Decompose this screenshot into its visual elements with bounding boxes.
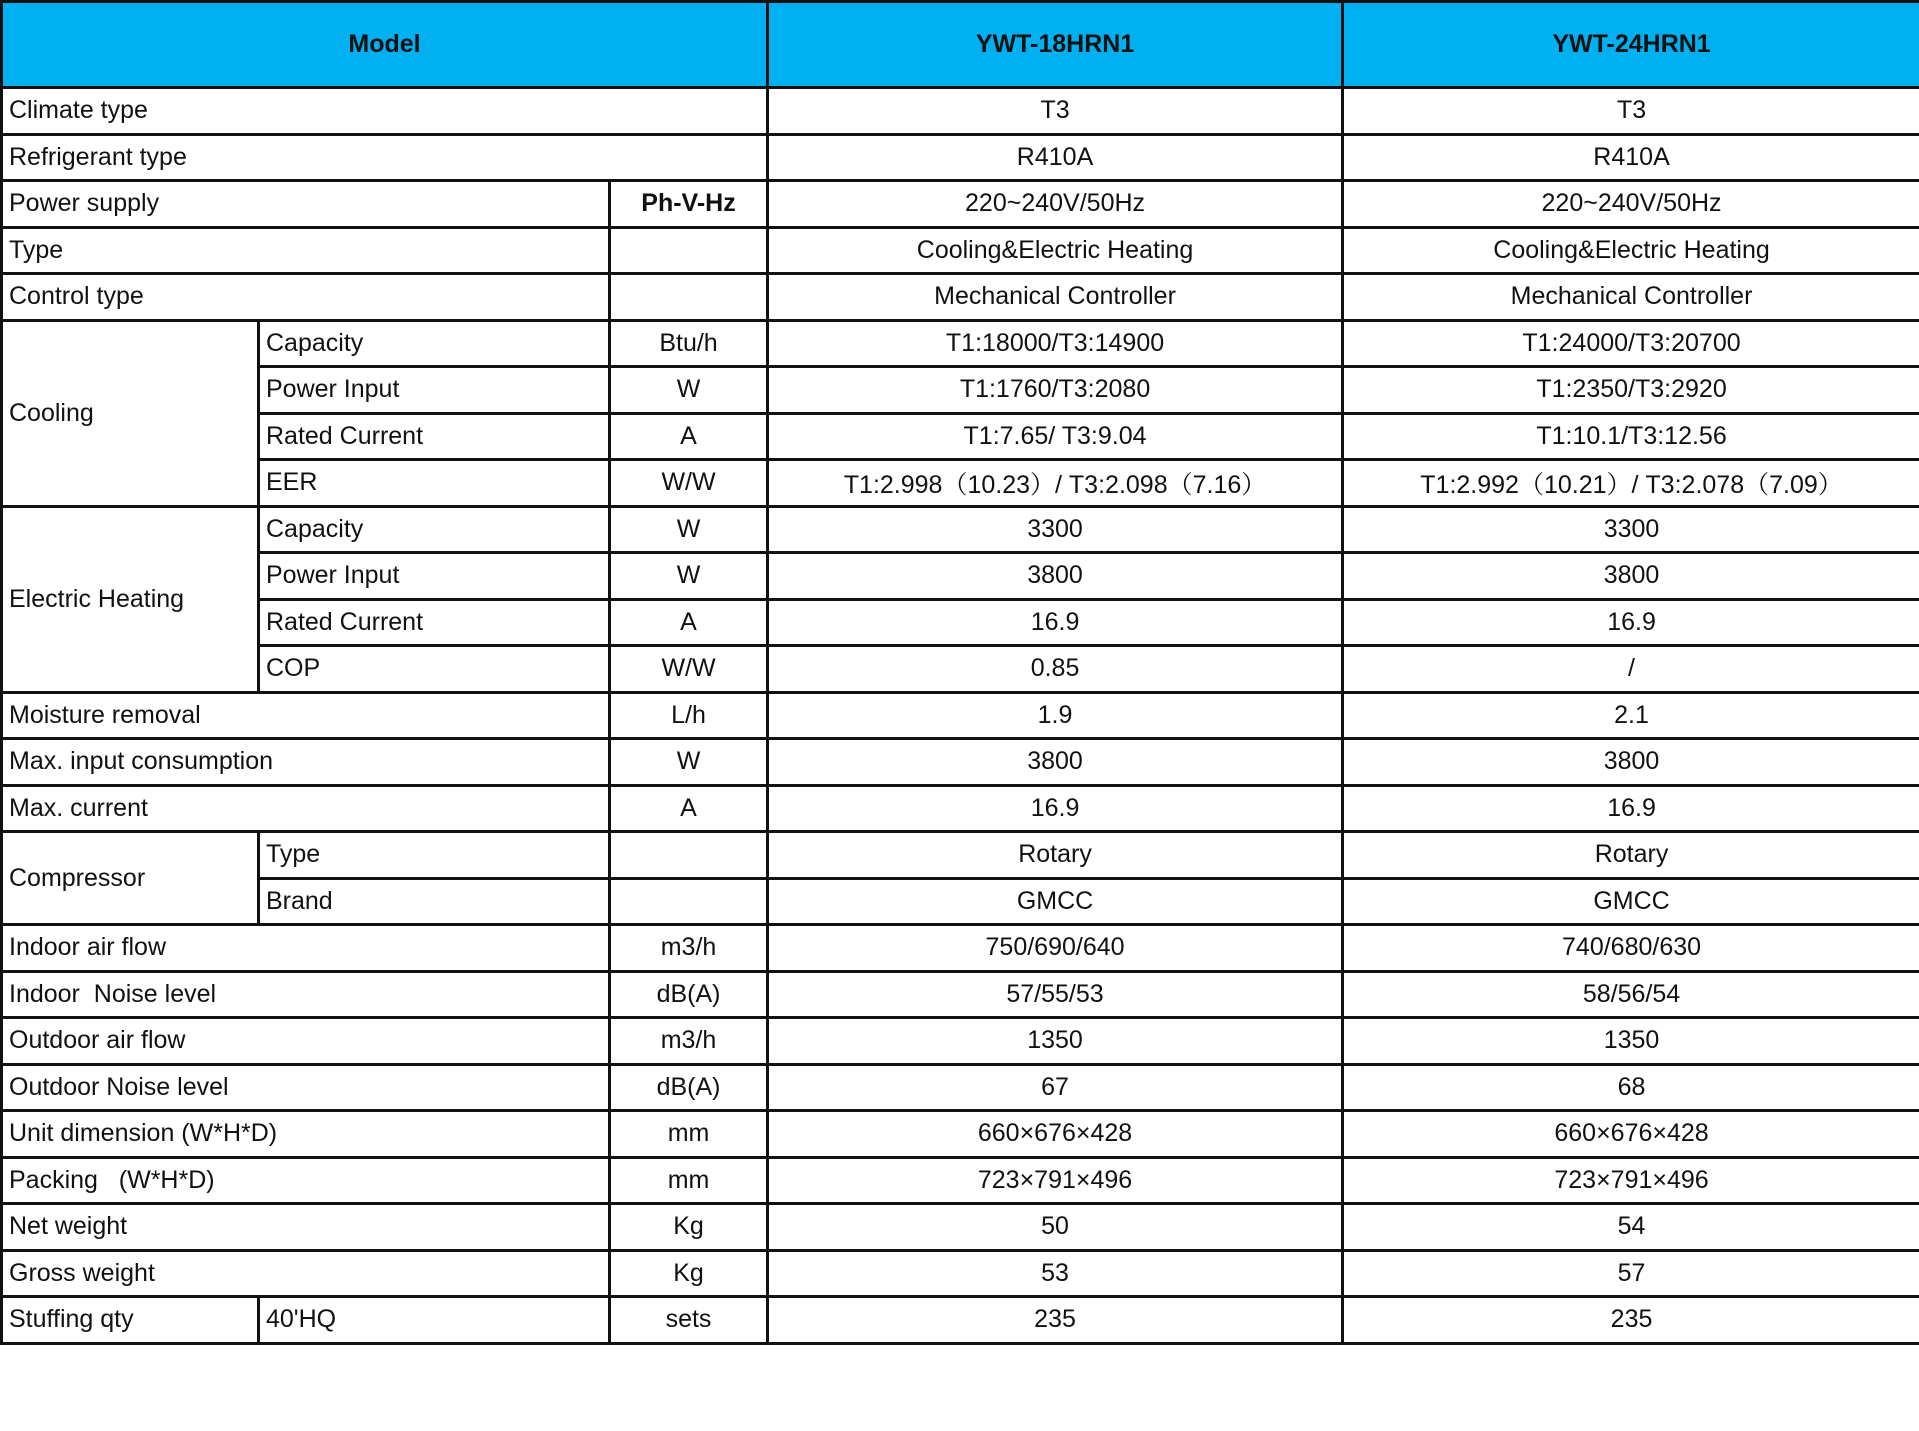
table-row-gross-weight bbox=[2, 1250, 1919, 1297]
row-label: EER bbox=[259, 460, 610, 507]
value-model-1: 16.9 bbox=[768, 599, 1343, 646]
value-model-1: 53 bbox=[768, 1250, 1343, 1297]
value-model-2: GMCC bbox=[1343, 878, 1919, 925]
table-row-heating-power-input bbox=[2, 553, 1919, 600]
value-model-1: 1.9 bbox=[768, 692, 1343, 739]
unit-cell: W bbox=[610, 739, 768, 786]
unit-cell: W bbox=[610, 506, 768, 553]
row-label: Power Input bbox=[259, 367, 610, 414]
value-model-1: T1:1760/T3:2080 bbox=[768, 367, 1343, 414]
value-model-1: 1350 bbox=[768, 1018, 1343, 1065]
value-model-1: 16.9 bbox=[768, 785, 1343, 832]
unit-cell: mm bbox=[610, 1111, 768, 1158]
value-model-1: Mechanical Controller bbox=[768, 274, 1343, 321]
unit-cell bbox=[610, 832, 768, 879]
value-model-2: T1:10.1/T3:12.56 bbox=[1343, 413, 1919, 460]
value-model-2: Rotary bbox=[1343, 832, 1919, 879]
unit-cell: m3/h bbox=[610, 1018, 768, 1065]
value-model-2: T3 bbox=[1343, 88, 1919, 135]
table-row-net-weight bbox=[2, 1204, 1919, 1251]
unit-cell: Kg bbox=[610, 1204, 768, 1251]
table-row-compressor-type bbox=[2, 832, 1919, 879]
value-model-2: 660×676×428 bbox=[1343, 1111, 1919, 1158]
unit-cell bbox=[610, 878, 768, 925]
row-label: Capacity bbox=[259, 320, 610, 367]
table-row-max-input bbox=[2, 739, 1919, 786]
row-label: COP bbox=[259, 646, 610, 693]
value-model-1: 723×791×496 bbox=[768, 1157, 1343, 1204]
unit-cell: W/W bbox=[610, 646, 768, 693]
value-model-2: 740/680/630 bbox=[1343, 925, 1919, 972]
row-label: Packing (W*H*D) bbox=[2, 1157, 610, 1204]
value-model-2: 220~240V/50Hz bbox=[1343, 181, 1919, 228]
row-label: Outdoor air flow bbox=[2, 1018, 610, 1065]
value-model-1: 3800 bbox=[768, 553, 1343, 600]
table-row-heating-rated-current bbox=[2, 599, 1919, 646]
unit-cell: m3/h bbox=[610, 925, 768, 972]
value-model-2: 16.9 bbox=[1343, 785, 1919, 832]
row-label: Unit dimension (W*H*D) bbox=[2, 1111, 610, 1158]
value-model-1: 3300 bbox=[768, 506, 1343, 553]
value-model-1: Cooling&Electric Heating bbox=[768, 227, 1343, 274]
row-label: Stuffing qty bbox=[2, 1297, 259, 1344]
value-model-2: 3300 bbox=[1343, 506, 1919, 553]
row-label: Moisture removal bbox=[2, 692, 610, 739]
value-model-1: 660×676×428 bbox=[768, 1111, 1343, 1158]
value-model-1: GMCC bbox=[768, 878, 1343, 925]
unit-cell bbox=[610, 227, 768, 274]
value-model-2: / bbox=[1343, 646, 1919, 693]
table-row-packing bbox=[2, 1157, 1919, 1204]
table-row-indoor-noise bbox=[2, 971, 1919, 1018]
table-row-cooling-rated-current bbox=[2, 413, 1919, 460]
value-model-2: 58/56/54 bbox=[1343, 971, 1919, 1018]
unit-cell: Kg bbox=[610, 1250, 768, 1297]
table-row-outdoor-air-flow bbox=[2, 1018, 1919, 1065]
row-label: Power Input bbox=[259, 553, 610, 600]
value-model-1: T1:2.998（10.23）/ T3:2.098（7.16） bbox=[768, 460, 1343, 507]
row-label: Net weight bbox=[2, 1204, 610, 1251]
row-label: Gross weight bbox=[2, 1250, 610, 1297]
unit-cell: Ph-V-Hz bbox=[610, 181, 768, 228]
value-model-1: 750/690/640 bbox=[768, 925, 1343, 972]
value-model-1: 3800 bbox=[768, 739, 1343, 786]
table-row-control-type bbox=[2, 274, 1919, 321]
table-row-heating-capacity bbox=[2, 506, 1919, 553]
table-row-moisture-removal bbox=[2, 692, 1919, 739]
table-row-outdoor-noise bbox=[2, 1064, 1919, 1111]
model-header: Model bbox=[2, 2, 768, 88]
value-model-2: T1:24000/T3:20700 bbox=[1343, 320, 1919, 367]
unit-cell: W bbox=[610, 553, 768, 600]
group-label-electric-heating: Electric Heating bbox=[2, 506, 259, 692]
value-model-1: T1:7.65/ T3:9.04 bbox=[768, 413, 1343, 460]
unit-cell: A bbox=[610, 413, 768, 460]
row-label: Outdoor Noise level bbox=[2, 1064, 610, 1111]
row-label: Power supply bbox=[2, 181, 610, 228]
value-model-1: R410A bbox=[768, 134, 1343, 181]
row-label: Max. input consumption bbox=[2, 739, 610, 786]
row-label: Type bbox=[2, 227, 610, 274]
value-model-2: Mechanical Controller bbox=[1343, 274, 1919, 321]
unit-cell bbox=[610, 274, 768, 321]
value-model-1: 57/55/53 bbox=[768, 971, 1343, 1018]
table-row-cooling-power-input bbox=[2, 367, 1919, 414]
row-label: Indoor Noise level bbox=[2, 971, 610, 1018]
value-model-1: 235 bbox=[768, 1297, 1343, 1344]
table-row-refrigerant-type bbox=[2, 134, 1919, 181]
value-model-2: T1:2350/T3:2920 bbox=[1343, 367, 1919, 414]
value-model-1: 50 bbox=[768, 1204, 1343, 1251]
value-model-1: T3 bbox=[768, 88, 1343, 135]
unit-cell: dB(A) bbox=[610, 971, 768, 1018]
unit-cell: mm bbox=[610, 1157, 768, 1204]
unit-cell: W bbox=[610, 367, 768, 414]
unit-cell: sets bbox=[610, 1297, 768, 1344]
table-row-unit-dimension bbox=[2, 1111, 1919, 1158]
value-model-2: 1350 bbox=[1343, 1018, 1919, 1065]
value-model-2: 723×791×496 bbox=[1343, 1157, 1919, 1204]
value-model-1: Rotary bbox=[768, 832, 1343, 879]
value-model-2: 68 bbox=[1343, 1064, 1919, 1111]
value-model-2: 2.1 bbox=[1343, 692, 1919, 739]
value-model-2: 3800 bbox=[1343, 739, 1919, 786]
row-label: Climate type bbox=[2, 88, 768, 135]
table-row-cooling-eer bbox=[2, 460, 1919, 507]
unit-cell: Btu/h bbox=[610, 320, 768, 367]
row-label: Rated Current bbox=[259, 413, 610, 460]
header-row bbox=[2, 2, 1919, 88]
unit-cell: A bbox=[610, 599, 768, 646]
row-label: Indoor air flow bbox=[2, 925, 610, 972]
value-model-2: R410A bbox=[1343, 134, 1919, 181]
group-label-cooling: Cooling bbox=[2, 320, 259, 506]
table-row-cooling-capacity bbox=[2, 320, 1919, 367]
row-label: Type bbox=[259, 832, 610, 879]
value-model-2: Cooling&Electric Heating bbox=[1343, 227, 1919, 274]
value-model-2: 235 bbox=[1343, 1297, 1919, 1344]
value-model-1: 67 bbox=[768, 1064, 1343, 1111]
value-model-1: 220~240V/50Hz bbox=[768, 181, 1343, 228]
row-sublabel: 40'HQ bbox=[259, 1297, 610, 1344]
model-1-header: YWT-18HRN1 bbox=[768, 2, 1343, 88]
row-label: Capacity bbox=[259, 506, 610, 553]
unit-cell: dB(A) bbox=[610, 1064, 768, 1111]
row-label: Control type bbox=[2, 274, 610, 321]
table-row-climate-type bbox=[2, 88, 1919, 135]
group-label-compressor: Compressor bbox=[2, 832, 259, 925]
value-model-2: 57 bbox=[1343, 1250, 1919, 1297]
table-row-indoor-air-flow bbox=[2, 925, 1919, 972]
value-model-1: 0.85 bbox=[768, 646, 1343, 693]
table-row-heating-cop bbox=[2, 646, 1919, 693]
unit-cell: W/W bbox=[610, 460, 768, 507]
row-label: Max. current bbox=[2, 785, 610, 832]
value-model-2: 16.9 bbox=[1343, 599, 1919, 646]
unit-cell: A bbox=[610, 785, 768, 832]
row-label: Refrigerant type bbox=[2, 134, 768, 181]
value-model-2: T1:2.992（10.21）/ T3:2.078（7.09） bbox=[1343, 460, 1919, 507]
value-model-2: 3800 bbox=[1343, 553, 1919, 600]
unit-cell: L/h bbox=[610, 692, 768, 739]
row-label: Brand bbox=[259, 878, 610, 925]
table-row-power-supply bbox=[2, 181, 1919, 228]
value-model-1: T1:18000/T3:14900 bbox=[768, 320, 1343, 367]
table-row-stuffing-qty bbox=[2, 1297, 1919, 1344]
value-model-2: 54 bbox=[1343, 1204, 1919, 1251]
table-row-compressor-brand bbox=[2, 878, 1919, 925]
table-row-type bbox=[2, 227, 1919, 274]
row-label: Rated Current bbox=[259, 599, 610, 646]
model-2-header: YWT-24HRN1 bbox=[1343, 2, 1919, 88]
table-row-max-current bbox=[2, 785, 1919, 832]
